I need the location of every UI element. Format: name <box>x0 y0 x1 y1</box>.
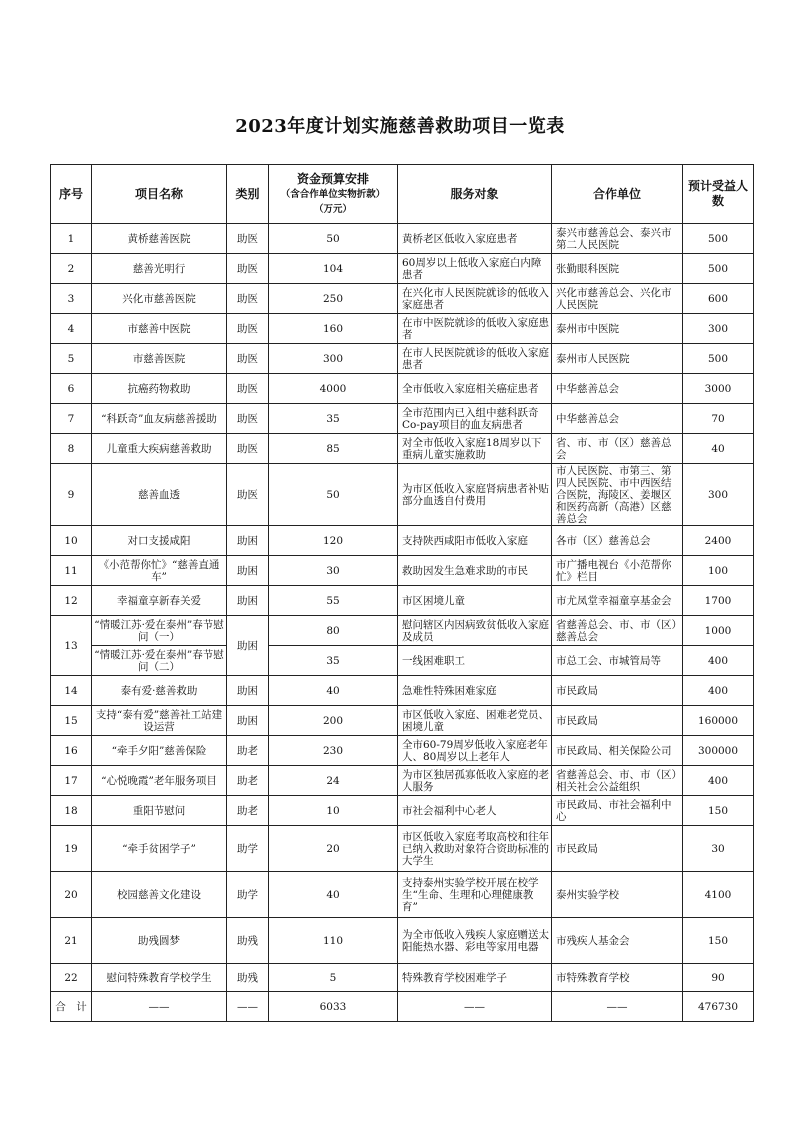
cell-category: 助老 <box>227 736 269 766</box>
cell-category: 助医 <box>227 224 269 254</box>
total-row <box>51 992 754 1022</box>
table-row <box>51 526 754 556</box>
cell-target: 在市中医院就诊的低收入家庭患者 <box>398 314 552 344</box>
cell-target: 市区低收入家庭考取高校和往年已纳入救助对象符合资助标准的大学生 <box>398 826 552 872</box>
cell-seq: 15 <box>51 706 92 736</box>
cell-category: 助医 <box>227 254 269 284</box>
cell-beneficiaries: 100 <box>683 556 754 586</box>
cell-category: 助困 <box>227 676 269 706</box>
cell-category: 助困 <box>227 706 269 736</box>
cell-beneficiaries: 500 <box>683 254 754 284</box>
header-name: 项目名称 <box>92 165 227 224</box>
cell-budget: 30 <box>269 556 398 586</box>
total-label: 合 计 <box>51 992 92 1022</box>
cell-budget: 80 <box>269 616 398 646</box>
cell-beneficiaries: 150 <box>683 796 754 826</box>
cell-name: 慈善光明行 <box>92 254 227 284</box>
total-partner: —— <box>552 992 683 1022</box>
cell-target: 对全市低收入家庭18周岁以下重病儿童实施救助 <box>398 434 552 464</box>
header-category: 类别 <box>227 165 269 224</box>
cell-beneficiaries: 400 <box>683 766 754 796</box>
cell-seq: 19 <box>51 826 92 872</box>
cell-beneficiaries: 500 <box>683 344 754 374</box>
cell-name: 助残圆梦 <box>92 918 227 964</box>
header-beneficiaries: 预计受益人数 <box>683 165 754 224</box>
page-title: 2023年度计划实施慈善救助项目一览表 <box>235 116 565 137</box>
cell-seq: 9 <box>51 464 92 526</box>
cell-target: 全市低收入家庭相关癌症患者 <box>398 374 552 404</box>
table-row <box>51 344 754 374</box>
cell-seq: 18 <box>51 796 92 826</box>
total-beneficiaries: 476730 <box>683 992 754 1022</box>
cell-budget: 50 <box>269 464 398 526</box>
cell-target: 为全市低收入残疾人家庭赠送太阳能热水器、彩电等家用电器 <box>398 918 552 964</box>
cell-category: 助老 <box>227 766 269 796</box>
table-row <box>51 676 754 706</box>
cell-category: 助残 <box>227 918 269 964</box>
cell-name: 市慈善医院 <box>92 344 227 374</box>
cell-budget: 5 <box>269 964 398 992</box>
cell-budget: 85 <box>269 434 398 464</box>
cell-partner: 市特殊教育学校 <box>552 964 683 992</box>
cell-name: 重阳节慰问 <box>92 796 227 826</box>
total-name: —— <box>92 992 227 1022</box>
cell-budget: 40 <box>269 872 398 918</box>
cell-beneficiaries: 70 <box>683 404 754 434</box>
cell-name: 《小范帮你忙》“慈善直通车” <box>92 556 227 586</box>
cell-seq: 16 <box>51 736 92 766</box>
cell-partner: 市民政局、市社会福利中心 <box>552 796 683 826</box>
cell-category: 助医 <box>227 374 269 404</box>
cell-seq: 21 <box>51 918 92 964</box>
table-row <box>51 374 754 404</box>
table-row <box>51 706 754 736</box>
cell-category: 助困 <box>227 616 269 676</box>
cell-name: 泰有爱·慈善救助 <box>92 676 227 706</box>
cell-budget: 250 <box>269 284 398 314</box>
cell-name: 慰问特殊教育学校学生 <box>92 964 227 992</box>
cell-category: 助困 <box>227 526 269 556</box>
cell-name: 市慈善中医院 <box>92 314 227 344</box>
header-seq: 序号 <box>51 165 92 224</box>
cell-beneficiaries: 500 <box>683 224 754 254</box>
table-row <box>51 872 754 918</box>
cell-seq: 4 <box>51 314 92 344</box>
header-budget-line3: （万元） <box>313 203 352 215</box>
cell-category: 助老 <box>227 796 269 826</box>
cell-category: 助学 <box>227 826 269 872</box>
cell-target: 为市区独居孤寡低收入家庭的老人服务 <box>398 766 552 796</box>
cell-seq: 12 <box>51 586 92 616</box>
cell-target: 60周岁以上低收入家庭白内障患者 <box>398 254 552 284</box>
cell-beneficiaries: 2400 <box>683 526 754 556</box>
cell-category: 助困 <box>227 586 269 616</box>
cell-beneficiaries: 30 <box>683 826 754 872</box>
cell-target: 市区困境儿童 <box>398 586 552 616</box>
cell-budget: 200 <box>269 706 398 736</box>
header-target: 服务对象 <box>398 165 552 224</box>
cell-seq: 14 <box>51 676 92 706</box>
cell-partner: 泰州市人民医院 <box>552 344 683 374</box>
cell-name: 黄桥慈善医院 <box>92 224 227 254</box>
cell-target: 急难性特殊困难家庭 <box>398 676 552 706</box>
cell-beneficiaries: 40 <box>683 434 754 464</box>
header-partner: 合作单位 <box>552 165 683 224</box>
cell-seq: 8 <box>51 434 92 464</box>
cell-category: 助医 <box>227 284 269 314</box>
cell-target: 为市区低收入家庭肾病患者补贴部分血透自付费用 <box>398 464 552 526</box>
cell-budget: 120 <box>269 526 398 556</box>
cell-budget: 20 <box>269 826 398 872</box>
table-row <box>51 404 754 434</box>
cell-target: 黄桥老区低收入家庭患者 <box>398 224 552 254</box>
cell-partner: 市民政局 <box>552 706 683 736</box>
header-budget <box>269 165 398 224</box>
cell-beneficiaries: 400 <box>683 646 754 676</box>
cell-name: “牵手贫困学子” <box>92 826 227 872</box>
cell-name: “牵手夕阳”慈善保险 <box>92 736 227 766</box>
cell-name: 儿童重大疾病慈善救助 <box>92 434 227 464</box>
cell-budget: 35 <box>269 404 398 434</box>
cell-partner: 省、市、市（区）慈善总会 <box>552 434 683 464</box>
total-budget: 6033 <box>269 992 398 1022</box>
cell-seq: 5 <box>51 344 92 374</box>
cell-target: 救助因发生急难求助的市民 <box>398 556 552 586</box>
total-target: —— <box>398 992 552 1022</box>
table-row <box>51 918 754 964</box>
cell-beneficiaries: 300 <box>683 314 754 344</box>
header-row <box>51 165 754 224</box>
cell-name: 幸福童享新春关爱 <box>92 586 227 616</box>
cell-target: 一线困难职工 <box>398 646 552 676</box>
cell-partner: 市民政局、相关保险公司 <box>552 736 683 766</box>
table-row <box>51 434 754 464</box>
cell-partner: 市残疾人基金会 <box>552 918 683 964</box>
cell-seq: 17 <box>51 766 92 796</box>
cell-name: “情暖江苏·爱在泰州”春节慰问（一） <box>92 616 227 646</box>
cell-seq: 2 <box>51 254 92 284</box>
cell-target: 在兴化市人民医院就诊的低收入家庭患者 <box>398 284 552 314</box>
table-row <box>51 964 754 992</box>
cell-beneficiaries: 1000 <box>683 616 754 646</box>
cell-partner: 市总工会、市城管局等 <box>552 646 683 676</box>
cell-partner: 市民政局 <box>552 676 683 706</box>
cell-partner: 泰州市中医院 <box>552 314 683 344</box>
cell-partner: 省慈善总会、市、市（区）相关社会公益组织 <box>552 766 683 796</box>
cell-name: 支持“泰有爱”慈善社工站建设运营 <box>92 706 227 736</box>
table-row <box>51 796 754 826</box>
cell-category: 助医 <box>227 434 269 464</box>
cell-name: “情暖江苏·爱在泰州”春节慰问（二） <box>92 646 227 676</box>
cell-beneficiaries: 300 <box>683 464 754 526</box>
cell-budget: 10 <box>269 796 398 826</box>
cell-seq: 10 <box>51 526 92 556</box>
table-row <box>51 254 754 284</box>
table-row <box>51 826 754 872</box>
cell-name: “科跃奇”血友病慈善援助 <box>92 404 227 434</box>
cell-beneficiaries: 150 <box>683 918 754 964</box>
cell-budget: 35 <box>269 646 398 676</box>
cell-budget: 55 <box>269 586 398 616</box>
cell-name: 抗癌药物救助 <box>92 374 227 404</box>
cell-category: 助学 <box>227 872 269 918</box>
cell-partner: 中华慈善总会 <box>552 374 683 404</box>
cell-name: 校园慈善文化建设 <box>92 872 227 918</box>
cell-seq: 11 <box>51 556 92 586</box>
cell-seq: 22 <box>51 964 92 992</box>
cell-target: 支持陕西咸阳市低收入家庭 <box>398 526 552 556</box>
cell-target: 全市范围内已入组中慈科跃奇Co-pay项目的血友病患者 <box>398 404 552 434</box>
cell-beneficiaries: 4100 <box>683 872 754 918</box>
table-row <box>51 616 754 646</box>
cell-budget: 230 <box>269 736 398 766</box>
cell-partner: 各市（区）慈善总会 <box>552 526 683 556</box>
cell-budget: 40 <box>269 676 398 706</box>
table-row <box>51 646 754 676</box>
cell-beneficiaries: 90 <box>683 964 754 992</box>
cell-target: 支持泰州实验学校开展在校学生“生命、生理和心理健康教育” <box>398 872 552 918</box>
cell-budget: 24 <box>269 766 398 796</box>
cell-target: 在市人民医院就诊的低收入家庭患者 <box>398 344 552 374</box>
cell-target: 全市60-79周岁低收入家庭老年人、80周岁以上老年人 <box>398 736 552 766</box>
cell-partner: 泰州实验学校 <box>552 872 683 918</box>
cell-partner: 市广播电视台《小范帮你忙》栏目 <box>552 556 683 586</box>
cell-category: 助困 <box>227 556 269 586</box>
table-row <box>51 556 754 586</box>
cell-category: 助医 <box>227 404 269 434</box>
cell-beneficiaries: 160000 <box>683 706 754 736</box>
cell-name: 对口支援咸阳 <box>92 526 227 556</box>
cell-target: 慰问辖区内因病致贫低收入家庭及成员 <box>398 616 552 646</box>
cell-beneficiaries: 1700 <box>683 586 754 616</box>
cell-partner: 市尤凤堂幸福童享基金会 <box>552 586 683 616</box>
cell-seq: 20 <box>51 872 92 918</box>
cell-target: 市社会福利中心老人 <box>398 796 552 826</box>
cell-beneficiaries: 300000 <box>683 736 754 766</box>
cell-name: 慈善血透 <box>92 464 227 526</box>
cell-budget: 104 <box>269 254 398 284</box>
cell-category: 助医 <box>227 464 269 526</box>
cell-seq: 1 <box>51 224 92 254</box>
header-budget-line2: （含合作单位实物折款） <box>280 188 386 200</box>
cell-partner: 张勤眼科医院 <box>552 254 683 284</box>
cell-budget: 110 <box>269 918 398 964</box>
cell-budget: 50 <box>269 224 398 254</box>
table-row <box>51 224 754 254</box>
cell-seq: 3 <box>51 284 92 314</box>
cell-partner: 兴化市慈善总会、兴化市人民医院 <box>552 284 683 314</box>
cell-beneficiaries: 400 <box>683 676 754 706</box>
table-row <box>51 586 754 616</box>
cell-seq: 13 <box>51 616 92 676</box>
cell-beneficiaries: 600 <box>683 284 754 314</box>
cell-partner: 中华慈善总会 <box>552 404 683 434</box>
cell-target: 市区低收入家庭、困难老党员、困境儿童 <box>398 706 552 736</box>
cell-category: 助医 <box>227 314 269 344</box>
cell-category: 助残 <box>227 964 269 992</box>
cell-name: 兴化市慈善医院 <box>92 284 227 314</box>
cell-partner: 泰兴市慈善总会、泰兴市第二人民医院 <box>552 224 683 254</box>
table-row <box>51 766 754 796</box>
cell-name: “心悦晚霞”老年服务项目 <box>92 766 227 796</box>
table-row <box>51 284 754 314</box>
projects-table <box>50 164 754 1022</box>
table-row <box>51 464 754 526</box>
table-row <box>51 314 754 344</box>
cell-partner: 市民政局 <box>552 826 683 872</box>
table-row <box>51 736 754 766</box>
cell-beneficiaries: 3000 <box>683 374 754 404</box>
cell-budget: 300 <box>269 344 398 374</box>
cell-partner: 省慈善总会、市、市（区）慈善总会 <box>552 616 683 646</box>
cell-partner: 市人民医院、市第三、第四人民医院、市中西医结合医院，海陵区、姜堰区和医药高新（高港）区慈善总会 <box>552 464 683 526</box>
total-category: —— <box>227 992 269 1022</box>
cell-category: 助医 <box>227 344 269 374</box>
header-budget-line1: 资金预算安排 <box>296 171 369 186</box>
cell-target: 特殊教育学校困难学子 <box>398 964 552 992</box>
cell-seq: 7 <box>51 404 92 434</box>
cell-budget: 4000 <box>269 374 398 404</box>
cell-budget: 160 <box>269 314 398 344</box>
cell-seq: 6 <box>51 374 92 404</box>
